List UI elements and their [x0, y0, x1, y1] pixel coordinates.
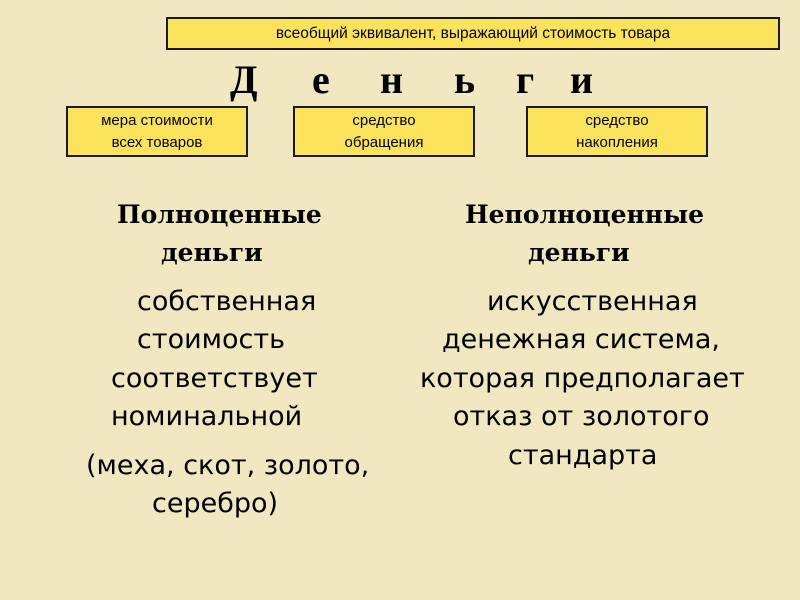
slide-title: Д е н ь г и — [230, 57, 594, 102]
right-heading-line-2: деньги — [528, 238, 630, 267]
right-body-line-1: искусственная — [487, 286, 698, 317]
right-heading-line-1: Неполноценные — [465, 200, 705, 229]
left-body-line-3: соответствует — [111, 363, 318, 394]
function-box-line: обращения — [344, 133, 424, 151]
function-box-accumulation — [526, 106, 708, 157]
left-body-line-1: собственная — [137, 286, 317, 317]
left-examples-line-1: (меха, скот, золото, — [86, 450, 370, 481]
left-heading-line-1: Полноценные — [117, 200, 322, 229]
function-box-measure — [66, 106, 248, 157]
right-body-line-5: стандарта — [508, 440, 658, 471]
right-body-line-2: денежная система, — [442, 324, 720, 355]
function-box-line: всех товаров — [111, 133, 203, 151]
left-heading-line-2: деньги — [161, 238, 263, 267]
definition-box — [166, 17, 780, 50]
left-examples-line-2: серебро) — [152, 488, 279, 519]
left-body-line-2: стоимость — [137, 324, 286, 355]
function-box-line: средство — [352, 111, 416, 129]
right-body-line-3: которая предполагает — [420, 363, 745, 394]
left-body-line-4: номинальной — [111, 401, 303, 432]
function-box-circulation — [293, 106, 475, 157]
right-body-line-4: отказ от золотого — [453, 401, 710, 432]
function-box-line: средство — [585, 111, 649, 129]
function-box-line: мера стоимости — [101, 111, 213, 129]
definition-text: всеобщий эквивалент, выражающий стоимость товара — [275, 24, 671, 42]
function-box-line: накопления — [576, 133, 658, 151]
